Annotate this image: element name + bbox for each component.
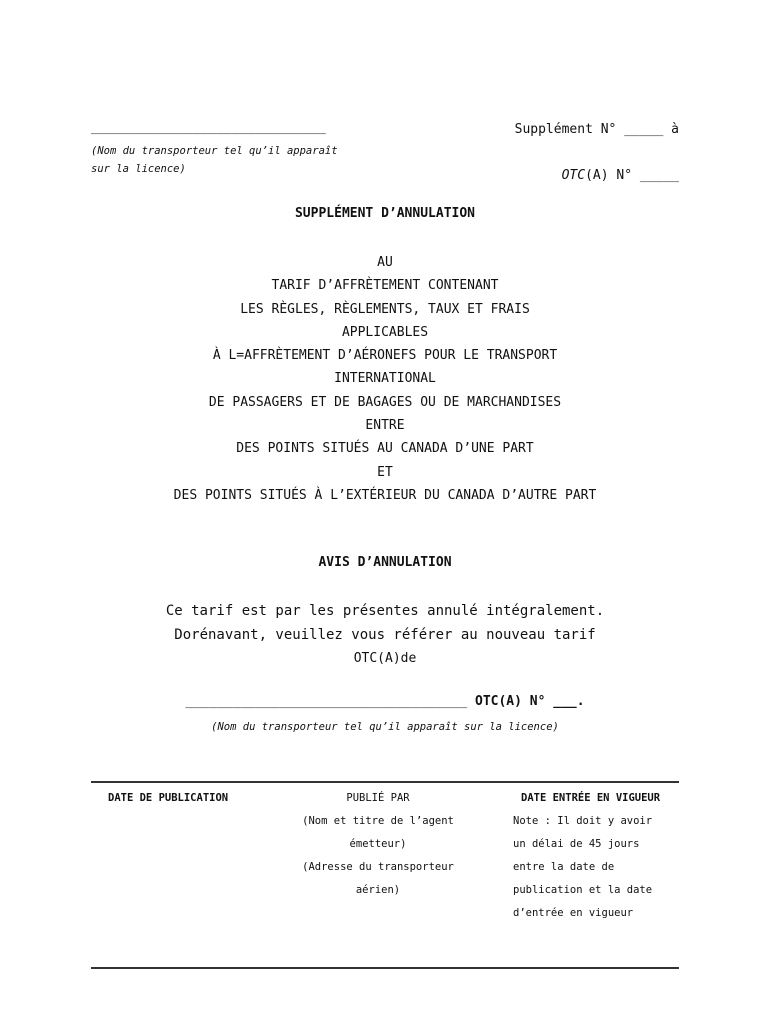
new-carrier-caption: (Nom du transporteur tel qu’il apparaît sur la licence) (211, 721, 559, 733)
footer-top-rule (91, 781, 679, 783)
tariff-line: À L=AFFRÈTEMENT D’AÉRONEFS POUR LE TRANSPORT (212, 348, 558, 364)
carrier-name-blank: ______________________________ (91, 120, 326, 135)
document-title: SUPPLÉMENT D’ANNULATION (294, 206, 475, 221)
publication-date-label: DATE DE PUBLICATION (108, 792, 229, 804)
otc-number (562, 168, 679, 183)
tariff-line: AU (377, 255, 393, 270)
new-tariff-reference (0, 694, 770, 709)
published-by-line: aérien) (355, 884, 401, 896)
effective-date-note-line: un délai de 45 jours (513, 838, 640, 850)
tariff-line: INTERNATIONAL (334, 371, 436, 387)
effective-date-note-line: Note : Il doit y avoir (513, 815, 653, 827)
supplement-number: Supplément N° _____ à (514, 122, 679, 137)
notice-line: Ce tarif est par les présentes annulé intégralement. (165, 603, 605, 619)
tariff-line: DE PASSAGERS ET DE BAGAGES OU DE MARCHANDISES (208, 394, 562, 410)
new-carrier-blank: ____________________________________ (185, 694, 468, 709)
published-by-label: PUBLIÉ PAR (346, 792, 410, 804)
effective-date-column (513, 787, 660, 925)
new-otc-number: OTC(A) N° ___. (475, 694, 585, 709)
otc-suffix: (A) N° _____ (585, 168, 679, 183)
tariff-line: DES POINTS SITUÉS À L’EXTÉRIEUR DU CANADA D’AUTRE PART (173, 487, 597, 503)
tariff-line: LES RÈGLES, RÈGLEMENTS, TAUX ET FRAIS (240, 301, 530, 317)
published-by-line: (Adresse du transporteur (302, 861, 454, 873)
carrier-caption-line-2: sur la licence) (91, 163, 186, 175)
effective-date-note-line: entre la date de (513, 861, 615, 873)
effective-date-label: DATE ENTRÉE EN VIGUEUR (521, 792, 661, 804)
tariff-line: APPLICABLES (341, 324, 429, 340)
tariff-description (0, 251, 770, 507)
notice-line: OTC(A)de (353, 651, 417, 666)
effective-date-note-line: d’entrée en vigueur (513, 907, 634, 919)
notice-line: Dorénavant, veuillez vous référer au nouveau tarif (174, 626, 596, 643)
tariff-line: DES POINTS SITUÉS AU CANADA D’UNE PART (236, 441, 534, 457)
carrier-caption-line-1: (Nom du transporteur tel qu’il apparaît (91, 145, 338, 157)
tariff-line: ET (377, 464, 393, 480)
published-by-line: (Nom et titre de l’agent (302, 815, 454, 827)
otc-prefix: OTC (561, 168, 586, 183)
notice-body (0, 600, 770, 671)
tariff-line: ENTRE (365, 418, 405, 434)
notice-heading: AVIS D’ANNULATION (318, 555, 452, 570)
published-by-line: émetteur) (349, 838, 407, 850)
tariff-line: TARIF D’AFFRÈTEMENT CONTENANT (271, 278, 499, 294)
footer-bottom-rule (91, 967, 679, 969)
effective-date-note-line: publication et la date (513, 884, 653, 896)
published-by-column (280, 787, 476, 902)
